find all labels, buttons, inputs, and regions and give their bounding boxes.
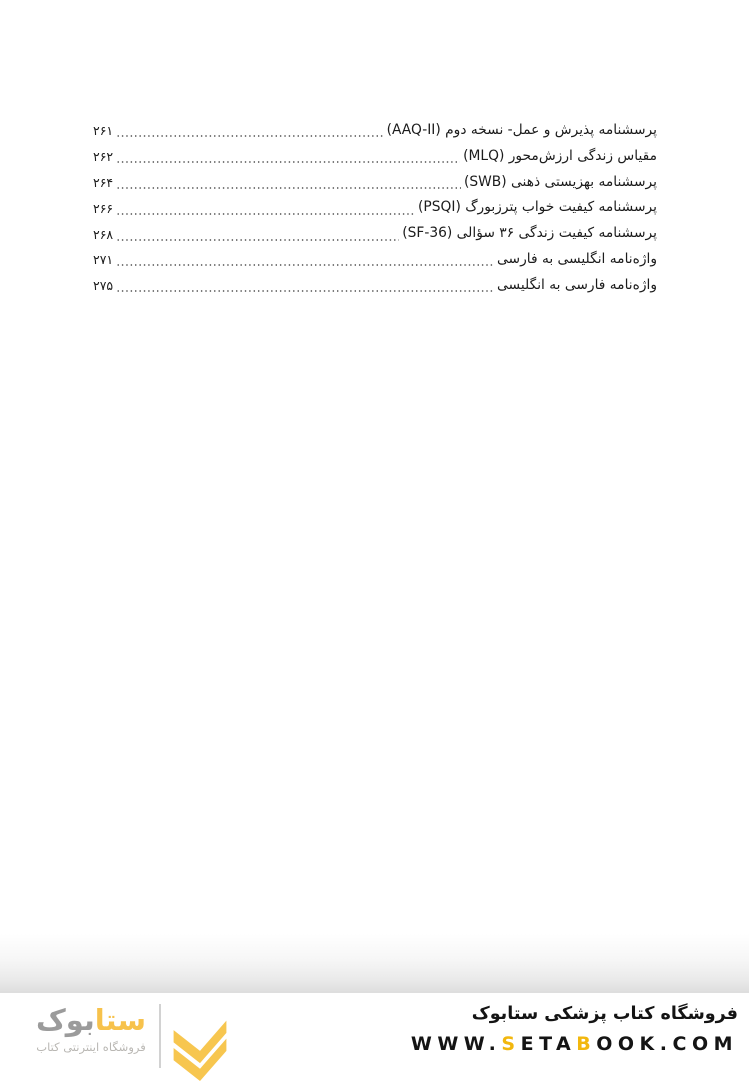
- toc-leader-dots: [116, 221, 399, 247]
- toc-page-number: ۲۶۶: [93, 200, 114, 216]
- toc-entry-title: پرسشنامه کیفیت خواب پترزبورگ (PSQI): [418, 199, 657, 216]
- store-info: [411, 1004, 738, 1055]
- logo-tagline: فروشگاه اینترنتی کتاب: [36, 1040, 146, 1054]
- store-url-part: WWW.: [410, 1033, 502, 1055]
- store-url-part: ETA: [520, 1033, 577, 1055]
- table-of-contents: [93, 118, 657, 299]
- toc-entry: [93, 273, 657, 299]
- logo-divider: [159, 1004, 161, 1068]
- store-footer: [0, 993, 749, 1079]
- toc-entry-title: پرسشنامه پذیرش و عمل- نسخه دوم (AAQ-II): [386, 122, 657, 138]
- toc-page-number: ۲۶۱: [93, 123, 114, 139]
- toc-entry-title: پرسشنامه بهزیستی ذهنی (SWB): [464, 173, 657, 190]
- store-name: فروشگاه کتاب پزشکی ستابوک: [471, 1004, 738, 1024]
- logo-wordmark: [36, 1001, 146, 1039]
- store-url-part: OOK.COM: [596, 1033, 738, 1055]
- toc-entry-title: واژه‌نامه انگلیسی به فارسی: [497, 250, 657, 267]
- store-url-part: B: [576, 1033, 597, 1055]
- store-url-part: S: [501, 1033, 521, 1055]
- toc-entry: [93, 170, 657, 196]
- logo-wordmark-yellow-part: ستا: [94, 1003, 147, 1037]
- page-bottom-shadow: [0, 933, 749, 993]
- toc-page-number: ۲۷۵: [93, 278, 114, 294]
- toc-leader-dots: [116, 144, 460, 170]
- toc-entry: [93, 118, 657, 144]
- store-url: [411, 1033, 738, 1055]
- toc-entry: [93, 221, 657, 247]
- toc-entry-title: پرسشنامه کیفیت زندگی ۳۶ سؤالی (SF-36): [402, 225, 657, 242]
- toc-entry-title: واژه‌نامه فارسی به انگلیسی: [497, 276, 657, 293]
- toc-leader-dots: [116, 118, 383, 144]
- toc-page-number: ۲۷۱: [93, 252, 114, 268]
- toc-entry-title: مقیاس زندگی ارزش‌محور (MLQ): [463, 147, 657, 164]
- toc-leader-dots: [116, 247, 494, 273]
- toc-entry: [93, 144, 657, 170]
- toc-entry: [93, 247, 657, 273]
- toc-leader-dots: [116, 273, 494, 299]
- toc-page-number: ۲۶۲: [93, 149, 114, 165]
- setabook-logo: [36, 1001, 228, 1085]
- logo-wordmark-block: [36, 1001, 146, 1054]
- double-chevron-down-icon: [172, 1015, 228, 1085]
- toc-entry: [93, 195, 657, 221]
- toc-page-number: ۲۶۸: [93, 226, 114, 242]
- logo-wordmark-gray-part: بوک: [36, 1003, 95, 1037]
- toc-page-number: ۲۶۴: [93, 174, 114, 190]
- toc-leader-dots: [116, 170, 461, 196]
- toc-leader-dots: [116, 195, 415, 221]
